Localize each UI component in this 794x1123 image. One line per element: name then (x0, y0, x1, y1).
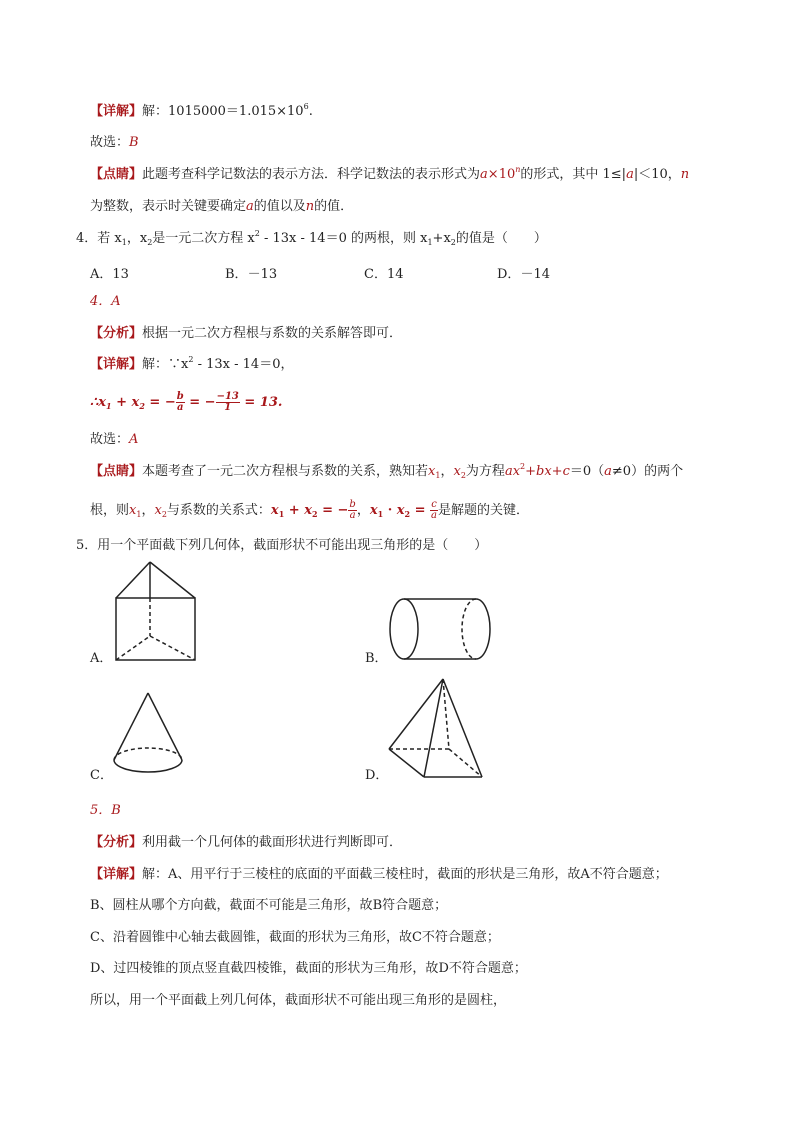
q4-equation: $\therefore x_1 + x_2$ = − $\frac{b}{a}$ = − $\frac{-13}{1}$ = 13. (90, 391, 283, 413)
q4-comment-frac-c-over-a (430, 500, 438, 521)
q4-stem: 4．若 $x_1$，$x_2$是一元二次方程 $x^2 - 13x - 14=0$ 的两根，则 $x_1+x_2$的值是（ ） (76, 229, 547, 247)
q4-eq-start: ∴x (90, 395, 107, 410)
q4-frac-b-over-a (176, 392, 185, 413)
q3-abs-a: a (626, 167, 634, 182)
q4-comment-eq2: +bx+c (525, 464, 570, 479)
q4-eq-eq: = − (144, 395, 176, 410)
frac-num: b (349, 499, 356, 510)
q4-detail-1: ∵x (168, 357, 189, 372)
q4-option-d (497, 263, 550, 282)
q4-number: 4． (76, 231, 98, 246)
q4-option-d-label: D． (497, 267, 521, 282)
q5-detail-d (90, 961, 527, 977)
q5-answer-line: 5．B (90, 803, 121, 818)
q4-frac-neg13-over-1 (216, 392, 240, 413)
q4-option-b (225, 263, 277, 282)
q4-comment-line1: 【点睛】本题考查了一元二次方程根与系数的关系，熟知若$x_1$，$x_2$为方程$ax^2+bx+c=0(a\ne 0)$的两个 (90, 462, 684, 480)
q5-detail-c-end: C不符合题意； (411, 930, 500, 945)
q3-detail (90, 104, 313, 120)
q4-stem-1: 若 x (97, 231, 122, 246)
q4-comment-eq: ax (504, 464, 521, 479)
q4-stem-2: ，x (126, 231, 148, 246)
tag-comment: 【点睛】 (90, 167, 143, 182)
q5-label-b: B． (365, 651, 388, 666)
q5-analysis (90, 835, 402, 851)
q3-answer (90, 135, 139, 151)
frac-num: −13 (216, 391, 239, 402)
q5-label-c: C． (90, 768, 113, 783)
frac-num: b (176, 391, 184, 402)
q4-comment-7: 是解题的关键． (438, 503, 530, 518)
q3-detail-expr: 1015000＝1.015×10 (168, 104, 304, 119)
q4-stem-5: +x (432, 231, 451, 246)
frac-den: a (176, 402, 184, 413)
jie: 解： (142, 357, 169, 372)
q4-comment-6: 与系数的关系式： (166, 503, 271, 518)
jie: 解： (142, 867, 169, 882)
tag-analysis: 【分析】 (90, 835, 143, 850)
q4-option-a-value: 13 (112, 267, 129, 282)
q3-form-n: n (515, 165, 521, 174)
q4-option-b-label: B． (225, 267, 248, 282)
q5-stem-text: 用一个平面截下列几何体，截面形状不可能出现三角形的是（ ） (97, 538, 488, 553)
tag-analysis: 【分析】 (90, 326, 143, 341)
tag-detail: 【详解】 (90, 104, 143, 119)
q5-detail-d-end: D不符合题意； (438, 961, 527, 976)
q4-gu-xuan (90, 432, 138, 448)
q4-analysis-text: 根据一元二次方程根与系数的关系解答即可． (142, 326, 403, 341)
gu-xuan: 故选： (90, 432, 130, 447)
q5-stem (76, 538, 487, 554)
q4-stem-6: 的值是（ ） (455, 231, 547, 246)
frac-num: c (431, 499, 437, 510)
q3-answer-letter: B (129, 135, 139, 150)
q4-answer-letter: A (129, 432, 139, 447)
q3-form-a: a (480, 167, 488, 182)
q4-comment-2: 为方程 (465, 464, 505, 479)
q5-detail-b-text: B、圆柱从哪个方向截，截面不可能是三角形，故 (90, 898, 373, 913)
q3-detail-exp: 6 (303, 102, 309, 111)
q4-comment-a: a (604, 464, 612, 479)
q4-comment-1: 本题考查了一元二次方程根与系数的关系，熟知若 (142, 464, 429, 479)
q4-stem-4: - 13x - 14＝0 的两根，则 x (259, 231, 428, 246)
q3-comment-line2 (90, 199, 353, 215)
q3-a2: a (246, 199, 254, 214)
q4-comment-line2: 根，则$x_1$，$x_2$与系数的关系式：$x_1 + x_2$ = − $\frac{b}{a}$ ，$x_1 \cdot x_2$ = $\frac{c}{a}$ 是解题的关键． (90, 499, 530, 521)
q4-analysis (90, 326, 402, 342)
q3-comment-2: 的形式，其中 1≤| (520, 167, 627, 182)
q4-comment-frac-b-over-a (348, 500, 356, 521)
q4-detail: 【详解】解：$\because x^2 - 13x - 14=0$， (90, 355, 294, 372)
frac-den: a (349, 510, 356, 521)
figure-c-cone (108, 690, 188, 776)
frac-den: a (431, 510, 438, 521)
q5-label-d: D． (365, 768, 389, 783)
tag-comment: 【点睛】 (90, 464, 143, 479)
figure-b-cylinder (388, 596, 494, 664)
q5-detail-b-end: B符合题意； (372, 898, 448, 913)
q4-stem-3: 是一元二次方程 x (152, 231, 255, 246)
q4-eq-result: = 13. (239, 395, 283, 410)
q5-detail-a-text: A、用平行于三棱柱的底面的平面截三棱柱时，截面的形状是三角形，故 (168, 867, 581, 882)
q3-comment-4: 为整数，表示时关键要确定 (90, 199, 247, 214)
q4-option-b-value: －13 (247, 267, 278, 282)
q5-detail-a-end: A不符合题意； (580, 867, 668, 882)
frac-den: 1 (224, 402, 232, 413)
q5-detail-a (90, 867, 668, 883)
q4-option-c-label: C． (364, 267, 387, 282)
gu-xuan: 故选： (90, 135, 130, 150)
q3-comment-6: 的值． (314, 199, 354, 214)
jie: 解： (142, 104, 169, 119)
q4-answer-line: 4．A (90, 294, 121, 309)
q4-eq-plus: + x (111, 395, 140, 410)
tag-detail: 【详解】 (90, 357, 143, 372)
tag-detail: 【详解】 (90, 867, 143, 882)
q3-n2: n (305, 199, 315, 214)
figure-a-triangular-prism (112, 559, 202, 663)
q4-comment-4: ≠0）的两个 (611, 464, 684, 479)
figure-d-square-pyramid (386, 676, 486, 780)
q4-eq-eq2: = − (184, 395, 216, 410)
q4-option-c-value: 14 (386, 267, 404, 282)
q5-conclusion: 所以，用一个平面截上列几何体，截面形状不可能出现三角形的是圆柱， (90, 993, 507, 1008)
q3-comment-5: 的值以及 (253, 199, 306, 214)
q4-option-c (364, 263, 404, 282)
q5-detail-d-text: D、过四棱锥的顶点竖直截四棱锥，截面的形状为三角形，故 (90, 961, 439, 976)
q4-comment-3: ＝0（ (569, 464, 605, 479)
q5-number: 5． (76, 538, 98, 553)
q5-label-a: A． (90, 651, 113, 666)
q4-comment-5: 根，则 (90, 503, 130, 518)
q3-comment-1: 此题考查科学记数法的表示方法．科学记数法的表示形式为 (142, 167, 481, 182)
q5-detail-b (90, 898, 447, 914)
q4-detail-2: - 13x - 14＝0， (193, 357, 294, 372)
q5-detail-c-text: C、沿着圆锥中心轴去截圆锥，截面的形状为三角形，故 (90, 930, 412, 945)
q4-option-d-value: －14 (520, 267, 550, 282)
q3-n: n (680, 167, 690, 182)
q3-comment-3: |＜10， (633, 167, 681, 182)
q5-detail-c (90, 930, 500, 946)
q4-option-a (90, 263, 129, 282)
q3-comment-line1 (90, 167, 689, 183)
q3-form-mid: ×10 (487, 167, 516, 182)
q3-detail-end: . (308, 104, 313, 119)
q4-option-a-label: A． (90, 267, 113, 282)
q5-analysis-text: 利用截一个几何体的截面形状进行判断即可． (142, 835, 403, 850)
